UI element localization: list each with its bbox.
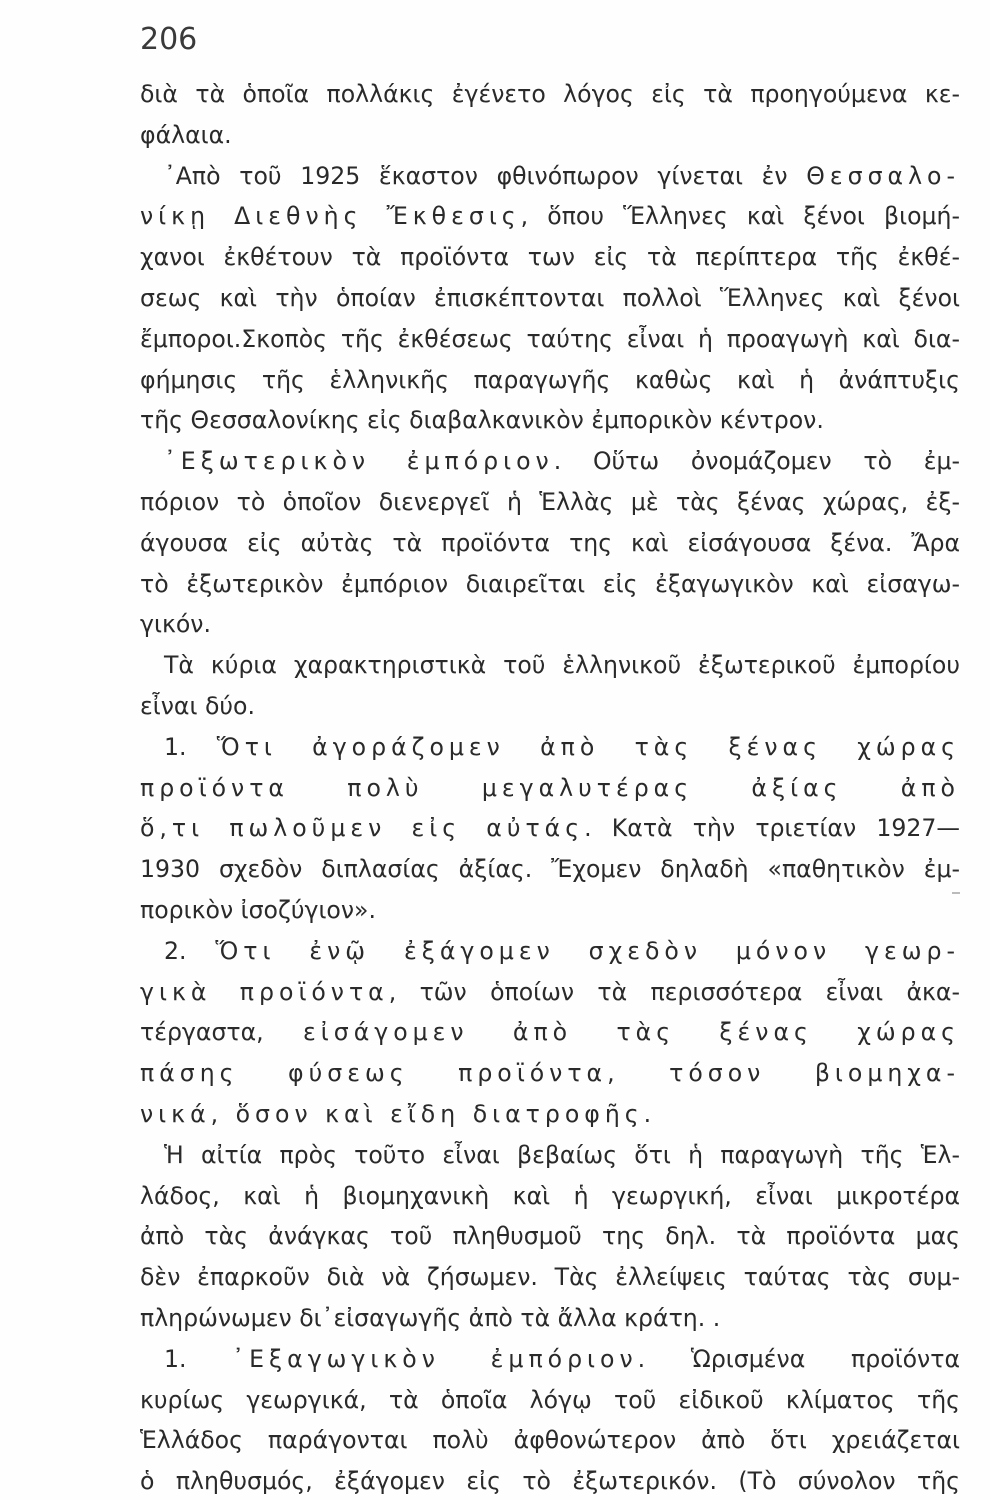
text-segment: Ἑλλάδος παράγονται πολὺ ἀφθονώτερον ἀπὸ ὅτι χρειάζεται (140, 1426, 960, 1455)
text-line (140, 1135, 960, 1176)
text-line (140, 1216, 960, 1257)
text-segment: , ὅπου Ἕλληνες καὶ ξένοι βιομή- (520, 202, 960, 231)
text-line (140, 1298, 960, 1339)
text-line (140, 604, 960, 645)
text-line (140, 1380, 960, 1421)
text-line (140, 890, 960, 931)
spaced-emphasis-text: ᾿Εξαγωγικὸν ἐμπόριον (232, 1344, 638, 1373)
text-segment: γικόν. (140, 610, 211, 639)
text-line (140, 196, 960, 237)
spaced-emphasis-text: νικά, ὅσον καὶ εἴδη διατροφῆς (140, 1099, 644, 1128)
text-segment: χανοι ἐκθέτουν τὰ προϊόντα των εἰς τὰ περίπτερα τῆς ἐκθέ- (140, 243, 960, 272)
text-segment: δὲν ἐπαρκοῦν διὰ νὰ ζήσωμεν. Τὰς ἐλλείψεις ταύτας τὰς συμ- (140, 1263, 960, 1292)
text-line (140, 564, 960, 605)
spaced-emphasis-text: πάσης φύσεως προϊόντα, τόσον βιομηχα- (140, 1059, 960, 1088)
text-segment: ὁ πληθυσμός, ἐξάγομεν εἰς τὸ ἐξωτερικόν. (Τὸ σύνολον τῆς (140, 1467, 960, 1496)
text-segment: 1930 σχεδὸν διπλασίας ἀξίας. Ἔχομεν δηλαδὴ «παθητικὸν ἐμ- (140, 855, 960, 884)
text-segment: λάδος, καὶ ἡ βιομηχανικὴ καὶ ἡ γεωργική, εἶναι μικροτέρα (140, 1181, 960, 1210)
text-line (140, 115, 960, 156)
spaced-emphasis-text: Ὅτι ἀγοράζομεν ἀπὸ τὰς ξένας χώρας (216, 732, 960, 761)
spaced-emphasis-text: εἰσάγομεν ἀπὸ τὰς ξένας χώρας (303, 1018, 960, 1047)
scan-mark (952, 892, 960, 894)
text-segment: . Ὡρισμένα προϊόντα (637, 1344, 960, 1373)
text-segment: . Οὕτω ὀνομάζομεν τὸ ἐμ- (553, 447, 960, 476)
text-segment: διὰ τὰ ὁποῖα πολλάκις ἐγένετο λόγος εἰς τὰ προηγούμενα κε- (140, 80, 960, 108)
text-line (140, 686, 960, 727)
text-line (140, 1053, 960, 1094)
text-line (140, 278, 960, 319)
text-line (140, 156, 960, 197)
text-segment: 1. (164, 732, 217, 761)
text-line (140, 931, 960, 972)
text-line (140, 441, 960, 482)
text-segment: πόριον τὸ ὁποῖον διενεργεῖ ἡ Ἑλλὰς μὲ τὰς ξένας χώρας, ἐξ- (140, 487, 960, 516)
spaced-emphasis-text: προϊόντα πολὺ μεγαλυτέρας ἀξίας ἀπὸ (140, 773, 960, 802)
text-line (140, 482, 960, 523)
text-segment: ἔμποροι.Σκοπὸς τῆς ἐκθέσεως ταύτης εἶναι ἡ προαγωγὴ καὶ δια- (140, 324, 960, 353)
text-line (140, 523, 960, 564)
text-line (140, 1176, 960, 1217)
text-line (140, 849, 960, 890)
spaced-emphasis-text: Ὅτι ἐνῷ ἐξάγομεν σχεδὸν μόνον γεωρ- (215, 936, 960, 965)
page-number: 206 (140, 22, 198, 57)
spaced-emphasis-text: ὅ,τι πωλοῦμεν εἰς αὐτάς (140, 814, 585, 843)
text-line (140, 727, 960, 768)
text-line (140, 1461, 960, 1502)
text-segment: εἶναι δύο. (140, 691, 255, 720)
text-segment: τὸ ἐξωτερικὸν ἐμπόριον διαιρεῖται εἰς ἐξαγωγικὸν καὶ εἰσαγω- (140, 569, 960, 598)
text-segment: 2. (164, 936, 216, 965)
text-segment: ἀπὸ τὰς ἀνάγκας τοῦ πληθυσμοῦ της δηλ. τὰ προϊόντα μας (140, 1222, 960, 1251)
text-line (140, 1094, 960, 1135)
text-line (140, 808, 960, 849)
text-line (140, 237, 960, 278)
text-line (140, 400, 960, 441)
text-line (140, 360, 960, 401)
text-segment: , τῶν ὁποίων τὰ περισσότερα εἶναι ἀκα- (388, 977, 960, 1006)
text-segment: τέργαστα, (140, 1018, 303, 1047)
text-line (140, 1339, 960, 1380)
text-line (140, 74, 960, 115)
text-segment: φήμησις τῆς ἑλληνικῆς παραγωγῆς καθὼς καὶ ἡ ἀνάπτυξις (140, 365, 960, 394)
text-line (140, 1420, 960, 1461)
text-segment: . Κατὰ τὴν τριετίαν 1927— (584, 814, 960, 843)
text-line (140, 319, 960, 360)
spaced-emphasis-text: Θεσσαλο- (806, 161, 960, 190)
body-text (140, 74, 960, 1502)
text-segment: πορικὸν ἰσοζύγιον». (140, 895, 376, 924)
text-line (140, 972, 960, 1013)
text-segment: πληρώνωμεν δι᾿εἰσαγωγῆς ἀπὸ τὰ ἄλλα κράτη. . (140, 1303, 721, 1332)
text-segment: . (643, 1099, 652, 1128)
text-segment: ᾿Απὸ τοῦ 1925 ἕκαστον φθινόπωρον γίνεται ἐν (164, 161, 807, 190)
text-line (140, 768, 960, 809)
text-segment: κυρίως γεωργικά, τὰ ὁποῖα λόγῳ τοῦ εἰδικοῦ κλίματος τῆς (140, 1385, 960, 1414)
text-segment: 1. (164, 1344, 233, 1373)
text-segment: σεως καὶ τὴν ὁποίαν ἐπισκέπτονται πολλοὶ Ἕλληνες καὶ ξένοι (140, 283, 960, 312)
text-segment: φάλαια. (140, 120, 232, 149)
text-segment: τῆς Θεσσαλονίκης εἰς διαβαλκανικὸν ἐμπορικὸν κέντρον. (140, 406, 824, 435)
text-line (140, 645, 960, 686)
text-segment: Τὰ κύρια χαρακτηριστικὰ τοῦ ἑλληνικοῦ ἐξωτερικοῦ ἐμπορίου (164, 651, 960, 680)
text-line (140, 1012, 960, 1053)
text-line (140, 1257, 960, 1298)
spaced-emphasis-text: γικὰ προϊόντα (140, 977, 389, 1006)
text-segment: Ἡ αἰτία πρὸς τοῦτο εἶναι βεβαίως ὅτι ἡ παραγωγὴ τῆς Ἑλ- (164, 1140, 960, 1169)
spaced-emphasis-text: νίκῃ Διεθνὴς Ἔκθεσις (140, 202, 521, 231)
text-segment: άγουσα εἰς αὐτὰς τὰ προϊόντα της καὶ εἰσάγουσα ξένα. Ἄρα (140, 528, 960, 557)
spaced-emphasis-text: ᾿Εξωτερικὸν ἐμπόριον (164, 447, 554, 476)
